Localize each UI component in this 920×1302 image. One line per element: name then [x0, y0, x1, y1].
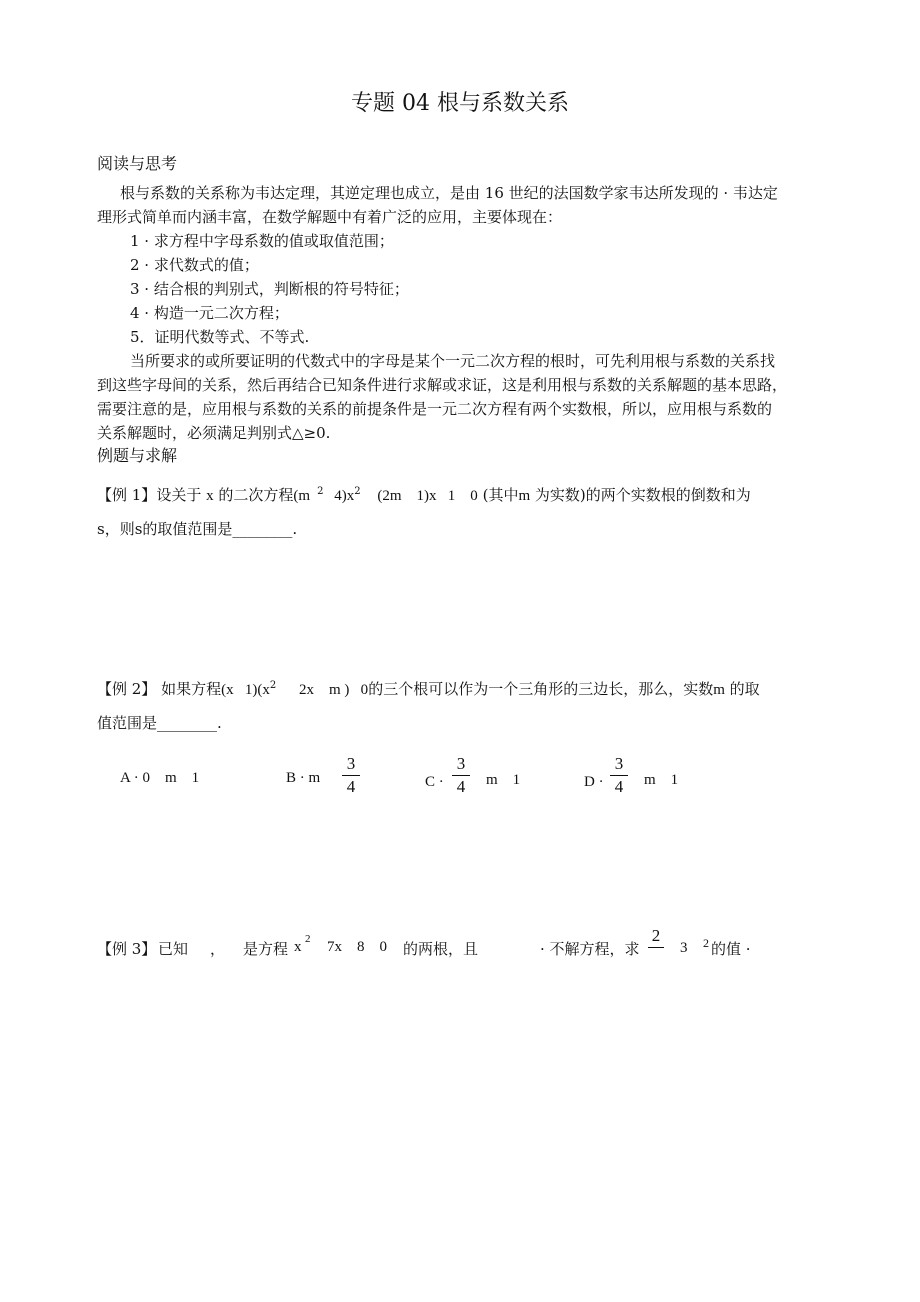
- ex3-comma: ，: [210, 940, 226, 958]
- option-d-tail: m 1: [644, 772, 679, 788]
- ex1-text-c: (其中: [482, 486, 519, 504]
- ex2-text-b: 的三个根可以作为一个三角形的三边长，那么，实数: [368, 680, 714, 698]
- point-1: 1 · 求方程中字母系数的值或取值范围；: [130, 232, 394, 250]
- option-d-fraction: [610, 754, 628, 797]
- ex3-text-b: 是方程: [243, 940, 289, 958]
- ex3-mid-3: 3: [680, 940, 688, 956]
- intro-line-1: 根与系数的关系称为韦达定理，其逆定理也成立，是由 16 世纪的法国数学家韦达所发现的 · 韦达定: [120, 184, 778, 202]
- para-line-2: 到这些字母间的关系，然后再结合已知条件进行求解或求证，这是利用根与系数的关系解题的基本思路，: [97, 376, 788, 394]
- ex1-text-a: 设关于: [156, 486, 202, 504]
- option-d-label: D ·: [584, 774, 604, 790]
- ex1-exp-1: 2: [317, 486, 324, 497]
- option-c-denominator: 4: [456, 777, 466, 796]
- option-b-label: B · m: [286, 770, 321, 786]
- option-c-label: C ·: [425, 774, 444, 790]
- para-line-1: 当所要求的或所要证明的代数式中的字母是某个一元二次方程的根时，可先利用根与系数的关系找: [130, 352, 776, 370]
- ex2-exp: 2: [269, 680, 277, 691]
- ex1-var-m: m: [518, 488, 531, 504]
- example-1-tag: 【例 1】: [97, 486, 157, 504]
- intro-line-2: 理形式简单而内涵丰富，在数学解题中有着广泛的应用，主要体现在：: [97, 208, 563, 226]
- para-line-3: 需要注意的是，应用根与系数的关系的前提条件是一元二次方程有两个实数根，所以，应用根与系数的: [97, 400, 773, 418]
- point-3: 3 · 结合根的判别式，判断根的符号特征；: [130, 280, 409, 298]
- ex3-text-d: · 不解方程，求: [540, 940, 640, 958]
- example-1-line-2: s，则s的取值范围是________.: [97, 520, 298, 538]
- ex2-text-c: 的取: [729, 680, 760, 698]
- section-heading-examples: 例题与求解: [97, 446, 178, 465]
- ex1-eq-part-2: 4)x: [334, 488, 355, 504]
- option-b-denominator: 4: [346, 777, 356, 796]
- option-c-numerator: 3: [456, 754, 466, 773]
- ex2-eq-part-1: (x 1)(x: [221, 682, 270, 698]
- option-c-tail: m 1: [486, 772, 521, 788]
- ex1-eq-part-1: (m: [293, 488, 311, 504]
- point-4: 4 · 构造一元二次方程；: [130, 304, 289, 322]
- option-b-numerator: 3: [346, 754, 356, 773]
- example-3-tag: 【例 3】: [97, 940, 157, 958]
- ex3-text-e: 的值 ·: [711, 940, 751, 958]
- ex2-text-a: 如果方程: [161, 680, 222, 698]
- ex2-eq-part-2: 2x m ) 0: [299, 682, 369, 698]
- example-2-line-1: [97, 674, 760, 702]
- option-a: A · 0 m 1: [120, 770, 200, 786]
- page-title: 专题 04 根与系数关系: [351, 91, 569, 116]
- ex1-eq-part-3: (2m 1)x 1 0: [377, 488, 478, 504]
- option-d-numerator: 3: [614, 754, 624, 773]
- ex3-exp-2: 2: [703, 936, 709, 950]
- option-b-fraction: [342, 754, 360, 797]
- point-5: 5．证明代数等式、不等式.: [130, 328, 310, 346]
- ex1-text-b: 的二次方程: [218, 486, 294, 504]
- ex3-text-c: 的两根，且: [403, 940, 479, 958]
- para-line-4: 关系解题时，必须满足判别式△≥0.: [97, 424, 331, 442]
- ex3-eq-rest: 7x 8 0: [327, 939, 387, 955]
- ex2-var-m: m: [713, 682, 725, 698]
- ex3-eq-exp: 2: [305, 933, 311, 945]
- ex3-text-a: 已知: [158, 940, 189, 958]
- example-1-line-1: [97, 480, 751, 508]
- ex1-var-x: x: [206, 488, 214, 504]
- option-d-denominator: 4: [614, 777, 624, 796]
- example-2-line-2: 值范围是________.: [97, 714, 222, 732]
- ex1-exp-2: 2: [354, 486, 361, 497]
- section-heading-reading: 阅读与思考: [97, 154, 178, 173]
- ex3-eq-x: x: [294, 939, 302, 955]
- ex3-fraction-numerator: 2: [651, 926, 661, 945]
- option-c-fraction: [452, 754, 470, 797]
- ex1-text-d: 为实数)的两个实数根的倒数和为: [534, 486, 751, 504]
- example-2-tag: 【例 2】: [97, 680, 157, 698]
- point-2: 2 · 求代数式的值；: [130, 256, 259, 274]
- ex3-fraction: [648, 926, 664, 969]
